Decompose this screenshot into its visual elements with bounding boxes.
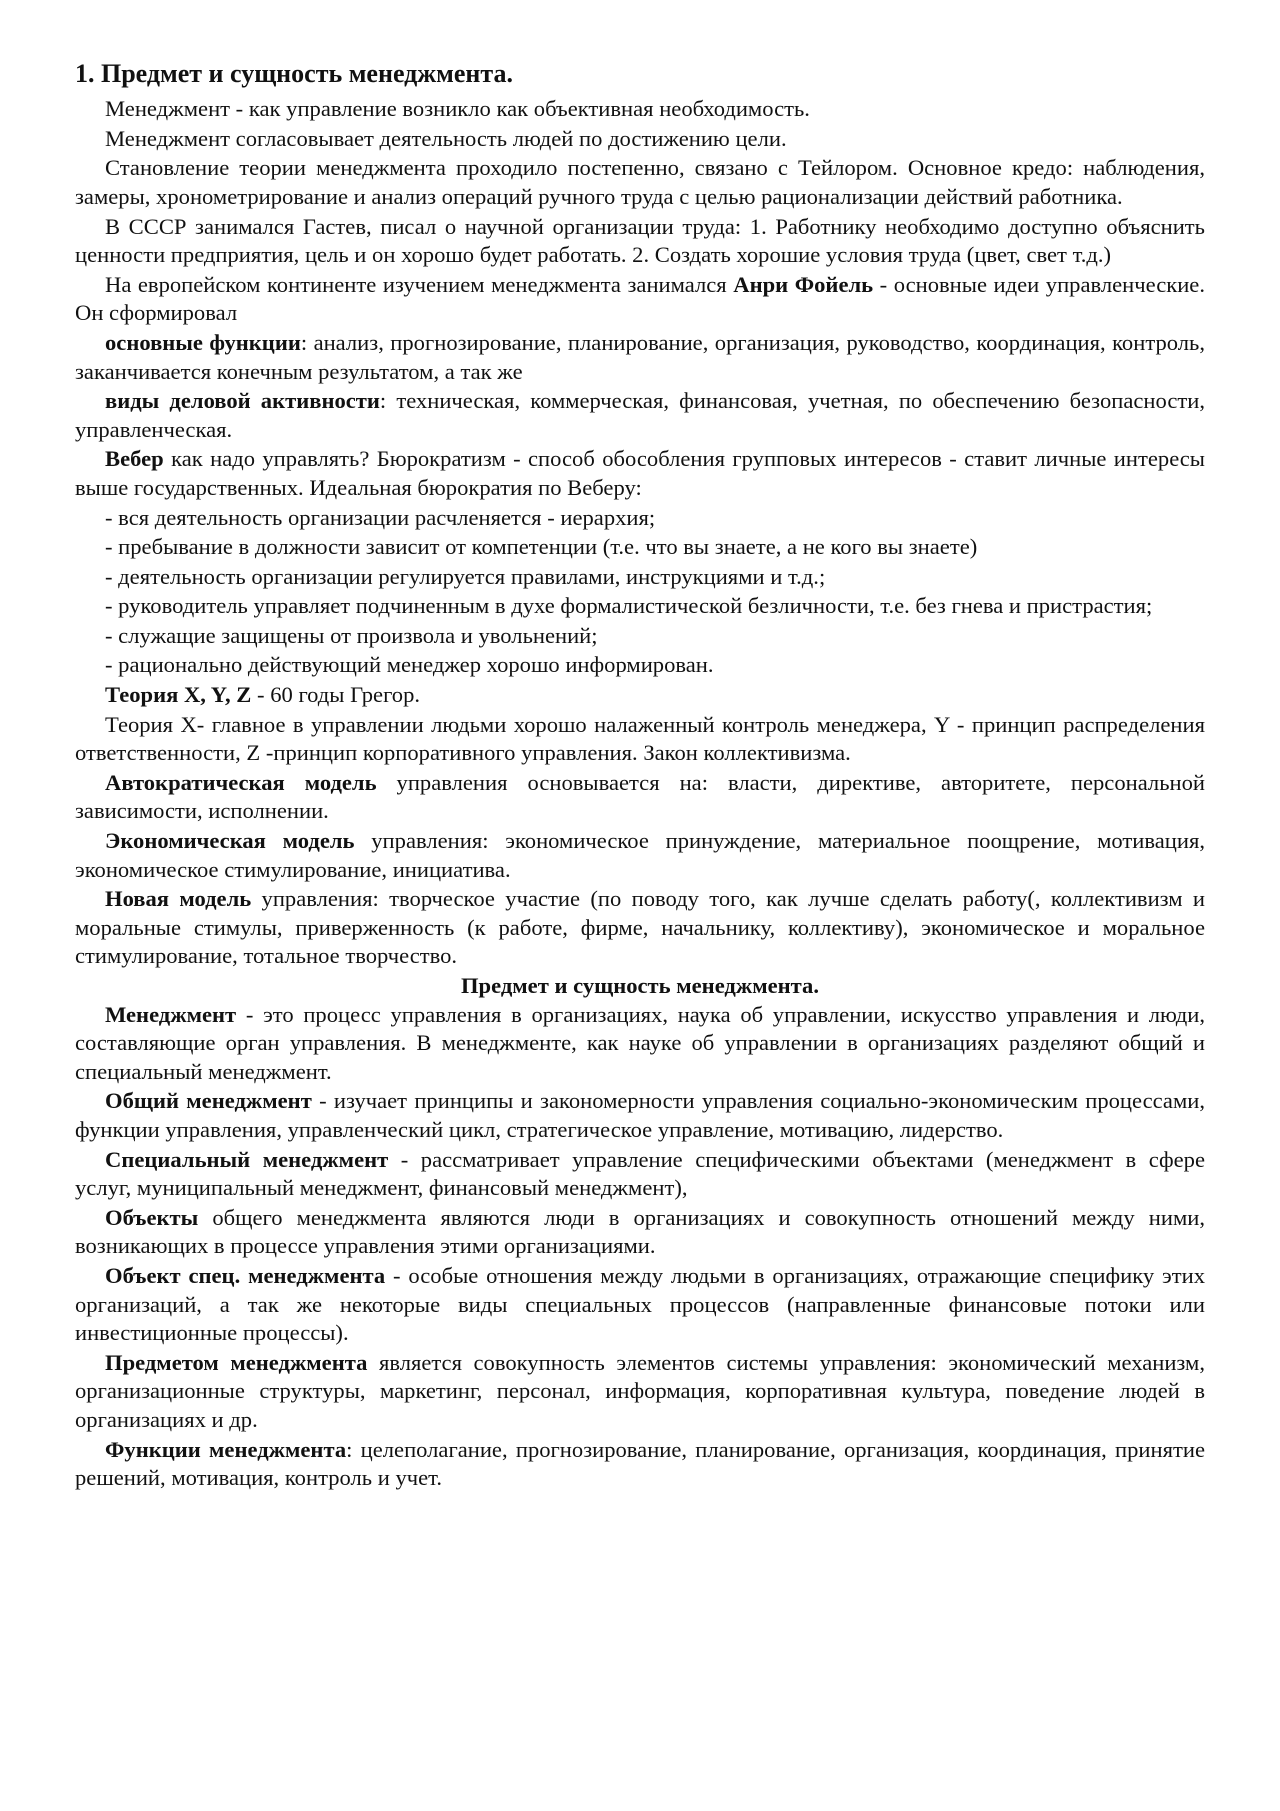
term-general-management: Общий менеджмент — [105, 1088, 312, 1114]
text-span: : целеполагание, прогнозирование, планирование, организация, координация, принятие решений, мотивация, контроль и учет. — [75, 1436, 1206, 1491]
text-span: управления: творческое участие (по поводу того, как лучше сделать работу(, коллективизм и моральные стимулы, приверженность (к работе, фирме, начальнику, коллективу), экономическое и моральное стимулирование, тотальное творчество. — [75, 886, 1206, 969]
term-fayol: Анри Фойель — [733, 271, 874, 297]
text-span: управления основывается на: власти, директиве, авторитете, персональной зависимости, исполнении. — [75, 769, 1205, 824]
text-span: На европейском континенте изучением менеджмента занимался — [105, 271, 734, 297]
text-span: управления: экономическое принуждение, материальное поощрение, мотивация, экономическое стимулирование, инициатива. — [75, 828, 1205, 882]
paragraph-management-functions — [75, 1436, 1205, 1493]
paragraph-theory-xyz — [75, 681, 1205, 710]
term-functions: основные функции — [105, 329, 301, 355]
text-span: как надо управлять? Бюрократизм - способ обособления групповых интересов - ставит личные интересы выше государственных. Идеальная бюрократия по Веберу: — [75, 446, 1205, 500]
paragraph-weber — [75, 445, 1205, 502]
section-subheading: Предмет и сущность менеджмента. — [460, 973, 819, 998]
term-theory-xyz: Теория X, Y, Z — [105, 682, 252, 708]
list-item: - пребывание в должности зависит от компетенции (т.е. что вы знаете, а не кого вы знаете) — [105, 534, 978, 560]
paragraph-objects — [75, 1204, 1205, 1261]
term-subject: Предметом менеджмента — [105, 1349, 368, 1375]
list-item: - руководитель управляет подчиненным в духе формалистической безличности, т.е. без гнева и пристрастия; — [105, 593, 1153, 619]
paragraph-new-model — [75, 885, 1205, 971]
paragraph-gastev: В СССР занимался Гастев, писал о научной организации труда: 1. Работнику необходимо доступно объяснить ценности предприятия, цель и он хорошо будет работать. 2. Создать хорошие условия труда (цвет, свет т.д.) — [75, 213, 1205, 268]
page-title: 1. Предмет и сущность менеджмента. — [75, 59, 513, 88]
list-item: - вся деятельность организации расчленяется - иерархия; — [105, 504, 656, 530]
document-page — [75, 58, 1205, 1494]
paragraph-activity-types — [75, 387, 1205, 444]
list-item: - рационально действующий менеджер хорошо информирован. — [105, 652, 714, 678]
text-span: - это процесс управления в организациях, наука об управлении, искусство управления и люди, составляющие орган управления. В менеджменте, как науке об управлении в организациях разделяют общий и специальный менеджмент. — [75, 1001, 1205, 1084]
term-management: Менеджмент — [105, 1001, 237, 1027]
paragraph-taylor: Становление теории менеджмента проходило постепенно, связано с Тейлором. Основное кредо: наблюдения, замеры, хронометрирование и анализ операций ручного труда с целью рационализации действий работника. — [75, 155, 1205, 209]
term-special-object: Объект спец. менеджмента — [105, 1262, 386, 1288]
text-span: является совокупность элементов системы управления: экономический механизм, организационные структуры, маркетинг, персонал, информация, корпоративная культура, поведение людей в организациях и др. — [75, 1349, 1205, 1432]
text-span: - основные идеи управленческие. Он сформировал — [75, 271, 1205, 326]
paragraph-special-object — [75, 1262, 1205, 1348]
text-span: : техническая, коммерческая, финансовая, учетная, по обеспечению безопасности, управленческая. — [75, 388, 1205, 442]
text-span: : анализ, прогнозирование, планирование, организация, руководство, координация, контроль, заканчивается конечным результатом, а так же — [75, 329, 1205, 384]
term-autocratic-model: Автократическая модель — [105, 769, 377, 795]
paragraph-intro-1: Менеджмент - как управление возникло как объективная необходимость. — [105, 96, 810, 122]
text-span: - рассматривает управление специфическими объектами (менеджмент в сфере услуг, муниципальный менеджмент, финансовый менеджмент), — [75, 1146, 1205, 1201]
term-management-functions: Функции менеджмента — [105, 1436, 347, 1462]
term-special-management: Специальный менеджмент — [105, 1146, 389, 1172]
paragraph-functions — [75, 329, 1205, 386]
paragraph-autocratic-model — [75, 769, 1205, 826]
paragraph-management-definition — [75, 1001, 1205, 1087]
term-activity-types: виды деловой активности — [105, 388, 380, 414]
text-span: общего менеджмента являются люди в организациях и совокупность отношений между ними, возникающих в процессе управления этими организациями. — [75, 1204, 1205, 1259]
list-item: - служащие защищены от произвола и увольнений; — [105, 622, 598, 648]
text-span: - изучает принципы и закономерности управления социально-экономическим процессами, функции управления, управленческий цикл, стратегическое управление, мотивацию, лидерство. — [75, 1088, 1205, 1142]
term-weber: Вебер — [105, 446, 164, 472]
paragraph-general-management — [75, 1087, 1205, 1144]
paragraph-special-management — [75, 1146, 1205, 1203]
text-span: - особые отношения между людьми в организациях, отражающие специфику этих организаций, а так же некоторые виды специальных процессов (направленные финансовые потоки или инвестиционные процессы). — [75, 1262, 1206, 1346]
paragraph-theory-xyz-detail: Теория Х- главное в управлении людьми хорошо налаженный контроль менеджера, Y - принцип распределения ответственности, Z -принцип корпоративного управления. Закон коллективизма. — [75, 711, 1205, 766]
paragraph-fayol — [75, 271, 1205, 328]
text-span: - 60 годы Грегор. — [251, 682, 421, 708]
paragraph-subject — [75, 1349, 1205, 1435]
term-objects: Объекты — [105, 1204, 199, 1230]
term-economic-model: Экономическая модель — [105, 828, 355, 854]
term-new-model: Новая модель — [105, 886, 252, 912]
paragraph-intro-2: Менеджмент согласовывает деятельность людей по достижению цели. — [105, 125, 787, 151]
paragraph-economic-model — [75, 827, 1205, 884]
list-item: - деятельность организации регулируется правилами, инструкциями и т.д.; — [105, 563, 826, 589]
